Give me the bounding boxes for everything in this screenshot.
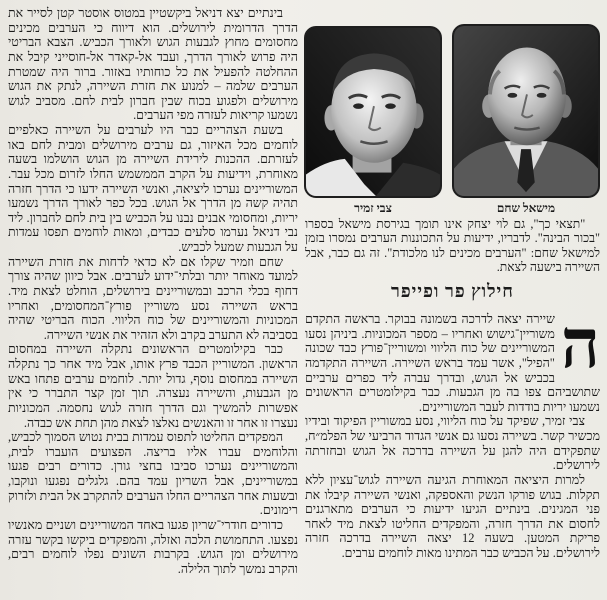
body-paragraph: צבי זמיר, שפיקד על כוח הליווי, נסע במשוריין הפיקוד ובידיו מכשיר קשר. בשיירה נסעו גם אנשי הגדוד הרביעי של הפלמ״ח, שתפקידם היה להגן על השיירה בדרכה אל הגוש ובחזרתה לירושלים. xyxy=(305,414,600,473)
intro-text-block xyxy=(305,217,600,274)
subheading: חילוץ פר ופייפר xyxy=(391,281,514,301)
left-column-paragraph: כבר בקילומטרים הראשונים נתקלה השיירה במחסום הראשון. המשוריין הכבד פרץ אותו, אבל מיד אחר כך נתקלה השיירה במחסום נוסף, גדול יותר. לוחמים ערבים פתחו באש מן הגבעות, והשיירה נעצרה. תוך זמן קצר התברר כי אין אפשרות להמשיך וגם הדרך חזרה לגוש נחסמה. המכוניות נעצרו זו אחר זו והאנשים נאלצו לצאת מהן תחת אש כבדה. xyxy=(8,342,298,430)
photo-michael-shechem xyxy=(452,24,600,198)
left-column-paragraph: כדורים חודרי־שריון פגעו באחד המשוריינים ושניים מאנשיו נפצעו. התחמושת הלכה ואזלה, והמפקדים ביקשו בקשר עזרה מירושלים ומן הגוש. בקרבות השונים נפלו לוחמים רבים, והקרב נמשך לתוך הלילה. xyxy=(8,517,298,576)
left-text-column xyxy=(8,6,298,595)
left-column-paragraph: בשעת הצהריים כבר היו לערבים על השיירה כאלפיים לוחמים מכל האיזור, גם ערבים מירושלים ומבית לחם באו לעזרתם. ההכנות לירידת השיירה מן הגוש הושלמו בשעה מאוחרת, וידיעות על הקרב הממשמש החלו לזרום מכל עבר. המשוריינים נערכו ליציאה, ואנשי השיירה ידעו כי הדרך חזרה תהיה קשה מן הדרך אל הגוש. בכל כפר לאורך הדרך נשמעו יריות, ומחסומי אבנים נבנו על הכביש בין בית לחם לחברון. ליד נבי דניאל נערמו סלעים כבדים, ומאות לוחמים תפסו עמדות על הגבעות שמעל לכביש. xyxy=(8,123,298,254)
caption-michael-shechem: מישאל שחם xyxy=(496,201,556,215)
portrait-image xyxy=(306,28,440,196)
caption-zvi-zamir: צבי זמיר xyxy=(354,201,392,215)
portrait-image xyxy=(454,26,598,196)
body-paragraph: שיירה יצאה לדרכה בשמונה בבוקר. בראשה התקדם משוריין־גישוש ואחריו – מספר המכוניות. ביניהן נסעו המשוריינים של כוח הליווי ומשוריין־פורץ כבד שכונה "הפיל", אשר עמד בראש השיירה. השיירה התקדמה בכביש אל הגוש, ובדרך עברה ליד כפרים ערביים שתושביהם צפו בה מן הגבעות. כבר בקילומטרים הראשונים נשמעו יריות בודדות לעבר המשוריינים. xyxy=(305,312,600,414)
left-column-paragraph: המפקדים החליטו לתפוס עמדות בבית נטוש הסמוך לכביש, והלוחמים עברו אליו בריצה. הפצועים הועברו לבית, והמשוריינים נערכו סביבו בחצי גורן. כדורים רבים פגעו במשוריינים, אבל השריון עמד בהם. גלגלים נפגעו ונוקבו, ובשעות אחר הצהריים החלו הערבים להתקרב אל הבית ולזרוק רימונים. xyxy=(8,430,298,518)
left-column-paragraph: בינתיים יצא דניאל ביקשטיין במטוס אוסטר קטן לסייר את הדרך הדרומית לירושלים. הוא דיווח כי הערבים מכינים מחסומים מחוץ לגבעות הגוש ולאורך הכביש. הצבא הבריטי היה פרוש לאורך הדרך, ועבד אל-קאדר אל-חוסייני קיבל את ההחלטה להפעיל את כל כוחותיו באזור. ברור היה שמטרת הערבים שלמה – למנוע את חזרת השיירה, לנתק את הגוש מירושלים ולפגוע בכוח שבין חברון לבית לחם. מסביב לגוש נשמעו קריאות לעזרה מפי הערבים. xyxy=(8,6,298,123)
left-column-paragraph: שחם וזמיר שקלו אם לא כדאי לדחות את חזרת השיירה למועד מאוחר יותר ובלתי־ידוע לערבים. אבל כיוון שהיה צורך דחוף בכלי הרכב ובמשוריינים בירושלים, הוחלט לצאת מיד. בראש השיירה נסע משוריין פורץ־המחסומים, ואחריו המכוניות והמשוריינים של כוח הליווי. הכוח הבריטי שהיה בסביבה לא התערב בקרב ולא הזהיר את אנשי השיירה. xyxy=(8,254,298,342)
drop-cap: ה xyxy=(560,312,600,382)
right-text-column xyxy=(305,312,600,596)
intro-paragraph: "תצאי כך", גם לוי יצחק אינו תומך בגירסת מישאל בספרו "בכור הבינה". לדבריו, ידיעות על התכוננות הערבים נמסרו בזמן למישאל שחם: "הערבים מכינים לנו מלכודת". זה גם כבר, אבל השיירה בישעה לצאת. xyxy=(305,217,600,274)
body-paragraph: למרות היציאה המאוחרת הגיעה השיירה לגוש־עציון ללא תקלות. בגוש פורקו הנשק והאספקה, ואנשי השיירה קיבלו את פני המגינים. בינתיים הגיעו ידיעות כי הערבים מתארגנים לחסום את הדרך חזרה, והמפקדים החליטו לצאת מיד לאחר פריקת המטען. בשעה 12 יצאה השיירה בדרכה חזרה לירושלים. על הכביש כבר המתינו מאות לוחמים ערבים. xyxy=(305,472,600,560)
photo-zvi-zamir xyxy=(304,26,442,198)
